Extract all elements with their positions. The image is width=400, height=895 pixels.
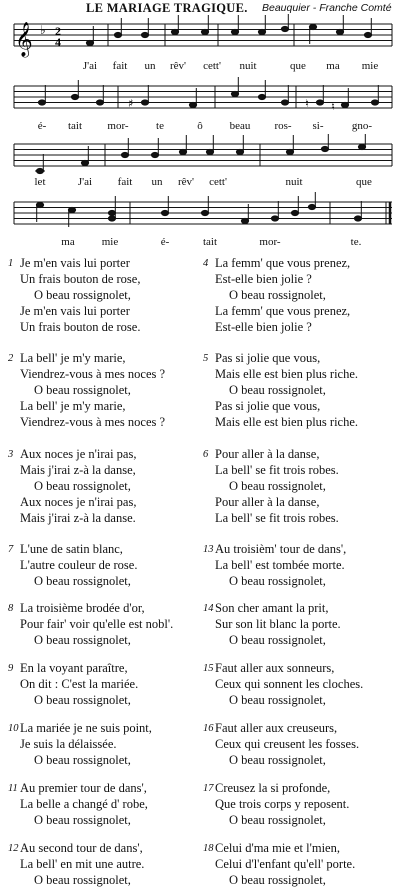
verse-number: 10 — [8, 723, 19, 734]
verse-6 — [203, 446, 339, 526]
verse-line: Viendrez-vous à mes noces ? — [20, 367, 166, 382]
staff-4-notes — [36, 192, 361, 227]
verse-line: Sur son lit blanc la porte. — [215, 617, 341, 632]
verse-refrain: O beau rossignolet, — [34, 813, 131, 828]
verse-4 — [203, 255, 351, 335]
lyric-syllable: mor- — [107, 120, 129, 132]
verse-line: On dit : C'est la mariée. — [20, 677, 139, 692]
verse-line: La bell' en mit une autre. — [20, 857, 145, 872]
verse-5 — [203, 350, 359, 430]
verse-line: Je suis la délaissée. — [20, 737, 117, 752]
verse-line: Aux noces je n'irai pas, — [20, 495, 137, 510]
verse-line: Pour aller à la danse, — [215, 495, 320, 510]
flat-icon: ♭ — [40, 23, 46, 37]
verse-refrain: O beau rossignolet, — [229, 693, 326, 708]
lyric-syllable: rêv' — [169, 60, 187, 72]
verse-refrain: O beau rossignolet, — [229, 574, 326, 589]
lyric-syllable: J'ai — [82, 60, 98, 72]
lyric-syllable: fait — [112, 60, 128, 72]
lyric-syllable: J'ai — [77, 176, 93, 188]
verse-number: 16 — [203, 723, 214, 734]
lyric-syllable: ros- — [274, 120, 292, 132]
verse-line: Un frais bouton de rose, — [20, 272, 141, 287]
verse-number: 18 — [203, 843, 214, 854]
verse-line: Au premier tour de dans', — [20, 781, 147, 795]
verse-line: La bell' se fit trois robes. — [215, 463, 339, 478]
lyric-syllable: ô — [197, 120, 203, 132]
verse-refrain: O beau rossignolet, — [229, 633, 326, 648]
lyric-syllable: tait — [67, 120, 83, 132]
verse-refrain: O beau rossignolet, — [34, 693, 131, 708]
verse-line: Pour fair' voir qu'elle est nobl'. — [20, 617, 174, 632]
verse-number: 15 — [203, 663, 214, 674]
verse-line: Pas si jolie que vous, — [215, 399, 321, 414]
verse-refrain: O beau rossignolet, — [34, 288, 131, 303]
verse-line: Faut aller aux creuseurs, — [215, 721, 338, 735]
verse-number: 17 — [203, 783, 214, 794]
staff-4 — [0, 192, 400, 240]
verse-number: 7 — [8, 544, 14, 555]
verse-15 — [203, 660, 364, 708]
verse-refrain: O beau rossignolet, — [229, 479, 326, 494]
lyric-syllable: é- — [160, 236, 170, 248]
verse-number: 5 — [203, 353, 209, 364]
lyric-row-1 — [0, 60, 400, 74]
lyric-syllable: é- — [37, 120, 47, 132]
lyric-syllable: nuit — [285, 176, 303, 188]
verse-number: 8 — [8, 603, 14, 614]
verse-13 — [203, 541, 347, 589]
verse-9 — [8, 660, 139, 708]
verse-number: 9 — [8, 663, 14, 674]
verse-number: 4 — [203, 258, 209, 269]
verse-number: 14 — [203, 603, 214, 614]
verse-number: 1 — [8, 258, 14, 269]
natural-icon: ♮ — [305, 97, 309, 110]
verse-refrain: O beau rossignolet, — [34, 753, 131, 768]
lyric-syllable: ma — [326, 60, 340, 72]
staff-3 — [0, 134, 400, 182]
verse-number: 13 — [203, 544, 214, 555]
verse-refrain: O beau rossignolet, — [34, 479, 131, 494]
verse-line: Je m'en vais lui porter — [20, 304, 130, 319]
verse-refrain: O beau rossignolet, — [229, 383, 326, 398]
lyric-syllable: cett' — [203, 60, 221, 72]
verse-line: La femm' que vous prenez, — [215, 304, 351, 319]
time-sig-bottom: 4 — [55, 35, 61, 49]
song-title: LE MARIAGE TRAGIQUE. — [86, 1, 248, 15]
verse-line: Mais elle est bien plus riche. — [215, 367, 359, 382]
verse-line: Viendrez-vous à mes noces ? — [20, 415, 166, 430]
staff-2-notes — [38, 77, 378, 108]
lyric-syllable: ma — [61, 236, 75, 248]
verse-16 — [203, 720, 360, 768]
verse-refrain: O beau rossignolet, — [229, 753, 326, 768]
verse-line: La femm' que vous prenez, — [215, 256, 351, 270]
verse-line: Est-elle bien jolie ? — [215, 272, 312, 287]
verse-line: Je m'en vais lui porter — [20, 256, 130, 270]
staff-2 — [0, 76, 400, 124]
lyric-row-3 — [0, 176, 400, 190]
lyric-syllable: mie — [101, 236, 119, 248]
verse-line: Aux noces je n'irai pas, — [20, 447, 137, 461]
verse-line: L'une de satin blanc, — [20, 542, 123, 556]
lyric-syllable: rêv' — [177, 176, 195, 188]
lyric-row-4 — [0, 236, 400, 250]
lyric-syllable: gno- — [351, 120, 373, 132]
verse-line: Ceux qui creusent les fosses. — [215, 737, 360, 752]
verse-line: La bell' je m'y marie, — [20, 351, 126, 365]
lyric-syllable: si- — [312, 120, 324, 132]
verse-line: La bell' je m'y marie, — [20, 399, 126, 414]
time-sig-top: 2 — [55, 24, 61, 38]
verse-line: La belle a changé d' robe, — [20, 797, 148, 812]
verse-line: Mais j'irai z-à la danse, — [20, 463, 136, 478]
lyric-syllable: que — [356, 176, 372, 188]
verse-line: La troisième brodée d'or, — [20, 601, 145, 615]
verse-11 — [8, 780, 148, 828]
verse-refrain: O beau rossignolet, — [229, 813, 326, 828]
staff-1 — [0, 14, 400, 62]
verse-refrain: O beau rossignolet, — [229, 288, 326, 303]
verse-refrain: O beau rossignolet, — [34, 574, 131, 589]
lyric-syllable: te — [156, 120, 164, 132]
lyric-syllable: cett' — [209, 176, 227, 188]
verse-number: 2 — [8, 353, 14, 364]
verse-line: Au second tour de dans', — [20, 841, 143, 855]
lyric-syllable: mie — [361, 60, 379, 72]
verse-line: L'autre couleur de rose. — [20, 558, 138, 573]
natural-icon: ♮ — [331, 100, 335, 113]
verse-line: La bell' est tombée morte. — [215, 558, 345, 573]
verse-2 — [8, 350, 166, 430]
verse-10 — [8, 720, 152, 768]
verse-line: Au troisièm' tour de dans', — [215, 542, 347, 556]
verse-1 — [8, 255, 141, 335]
verse-refrain: O beau rossignolet, — [34, 633, 131, 648]
verse-line: La mariée je ne suis point, — [20, 721, 152, 735]
verse-refrain: O beau rossignolet, — [34, 383, 131, 398]
verse-number: 3 — [8, 449, 14, 460]
verse-refrain: O beau rossignolet, — [34, 873, 131, 888]
lyric-syllable: beau — [229, 120, 251, 132]
verse-3 — [8, 446, 137, 526]
verse-line: La bell' se fit trois robes. — [215, 511, 339, 526]
sharp-icon: ♯ — [128, 97, 134, 110]
verse-line: Celui d'ma mie et l'mien, — [215, 841, 340, 855]
verse-line: Ceux qui sonnent les cloches. — [215, 677, 364, 692]
verse-line: Celui d'l'enfant qu'ell' porte. — [215, 857, 356, 872]
verse-line: Mais elle est bien plus riche. — [215, 415, 359, 430]
lyric-syllable: que — [290, 60, 306, 72]
verse-12 — [8, 840, 145, 888]
verse-7 — [8, 541, 138, 589]
verse-number: 6 — [203, 449, 209, 460]
lyric-syllable: let — [34, 176, 46, 188]
verse-14 — [203, 600, 341, 648]
staff-3-notes — [35, 134, 366, 174]
song-source: Beauquier - Franche Comté — [262, 2, 392, 14]
verse-18 — [203, 840, 356, 888]
treble-clef-icon: 𝄞 — [15, 22, 33, 57]
lyric-syllable: te. — [350, 236, 362, 248]
lyric-syllable: un — [144, 60, 156, 72]
verse-line: Creusez la si profonde, — [215, 781, 331, 795]
verse-number: 12 — [8, 843, 19, 854]
lyric-syllable: tait — [202, 236, 218, 248]
verse-refrain: O beau rossignolet, — [229, 873, 326, 888]
lyric-syllable: mor- — [259, 236, 281, 248]
verse-8 — [8, 600, 174, 648]
verse-line: Son cher amant la prit, — [215, 601, 329, 615]
lyric-syllable: un — [151, 176, 163, 188]
verse-line: Pas si jolie que vous, — [215, 351, 321, 365]
verse-line: Mais j'irai z-à la danse. — [20, 511, 136, 526]
verse-17 — [203, 780, 350, 828]
verse-line: Que trois corps y reposent. — [215, 797, 350, 812]
lyric-syllable: fait — [117, 176, 133, 188]
verse-line: Pour aller à la danse, — [215, 447, 320, 461]
verse-line: Est-elle bien jolie ? — [215, 320, 312, 335]
lyric-syllable: nuit — [239, 60, 257, 72]
verse-line: Un frais bouton de rose. — [20, 320, 141, 335]
verse-line: En la voyant paraître, — [20, 661, 128, 675]
lyric-row-2 — [0, 120, 400, 134]
verse-line: Faut aller aux sonneurs, — [215, 661, 335, 675]
verse-number: 11 — [8, 783, 18, 794]
